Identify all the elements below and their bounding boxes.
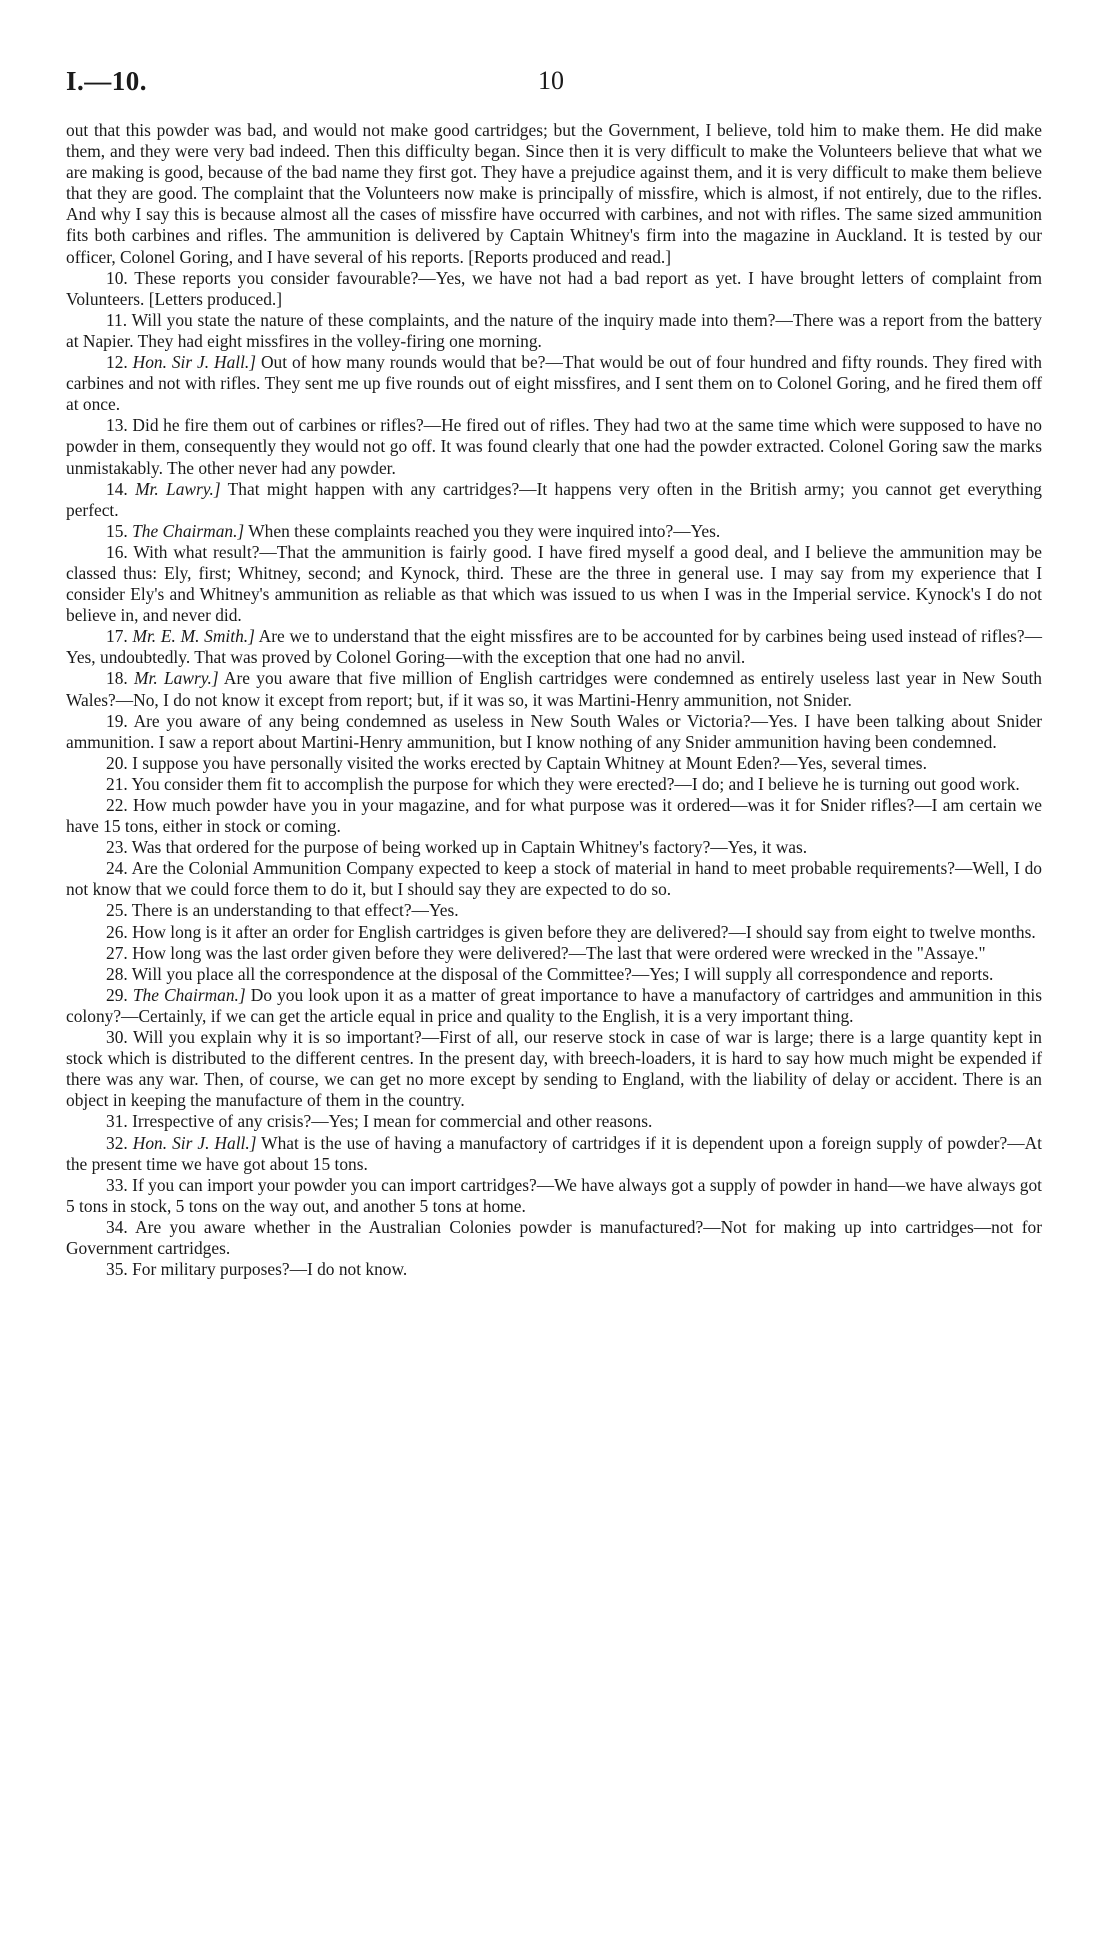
question-number: 27. — [106, 942, 128, 963]
speaker-name: Hon. Sir J. Hall.] — [132, 1132, 257, 1153]
question-number: 11. — [106, 309, 128, 330]
question-number: 23. — [106, 837, 128, 858]
question-paragraph — [66, 985, 1042, 1027]
question-paragraph — [66, 837, 1042, 858]
paragraph-text: That might happen with any cartridges?—It happens very often in the British army; you cannot get everything perfect. — [66, 478, 1042, 520]
question-number: 22. — [106, 795, 128, 815]
question-paragraph — [66, 964, 1042, 985]
paragraph-text: How long is it after an order for English cartridges is given before they are delivered?—I should say from eight to twelve months. — [132, 921, 1036, 942]
question-number: 18. — [106, 668, 128, 689]
question-paragraph — [66, 711, 1042, 753]
question-paragraph — [66, 922, 1042, 943]
question-number: 10. — [106, 267, 128, 288]
question-number: 20. — [106, 752, 128, 773]
question-number: 26. — [106, 921, 128, 942]
question-number: 25. — [106, 900, 128, 921]
question-number: 34. — [106, 1216, 128, 1237]
paragraph-text: Are we to understand that the eight missfires are to be accounted for by carbines being used instead of rifles?—Yes, undoubtedly. That was proved by Colonel Goring—with the exception that one had no anvil. — [66, 626, 1042, 668]
paragraph-text: Was that ordered for the purpose of being worked up in Captain Whitney's factory?—Yes, it was. — [131, 837, 808, 858]
question-number: 28. — [106, 963, 128, 984]
question-number: 21. — [106, 773, 128, 794]
paragraph-text: Do you look upon it as a matter of great importance to have a manufactory of cartridges and ammunition in this colony?—Certainly, if we can get the article equal in price and quality to the English, it is a very important thing. — [66, 984, 1042, 1026]
paragraph-text: When these complaints reached you they were inquired into?—Yes. — [248, 520, 721, 541]
page-header — [66, 66, 1042, 106]
question-paragraph — [66, 1133, 1042, 1175]
paragraph-text: Will you state the nature of these complaints, and the nature of the inquiry made into them?—There was a report from the battery at Napier. They had eight missfires in the volley-firing one morning. — [66, 309, 1042, 351]
paragraph-text: With what result?—That the ammunition is fairly good. I have fired myself a good deal, and I believe the ammunition may be classed thus: Ely, first; Whitney, second; and Kynock, third. These are the three in general use. I may say from my experience that I consider Ely's and Whitney's ammunition as reliable as that which was issued to us when I was in the Imperial service. Kynock's I do not believe in, and never did. — [66, 541, 1042, 626]
paragraph-text: I suppose you have personally visited the works erected by Captain Whitney at Mount Eden?—Yes, several times. — [132, 752, 927, 773]
question-paragraph — [66, 310, 1042, 352]
question-paragraph — [66, 1027, 1042, 1111]
paragraph-text: Are the Colonial Ammunition Company expected to keep a stock of material in hand to meet probable requirements?—Well, I do not know that we could force them to do it, but I should say they are expected to do so. — [66, 858, 1043, 900]
paragraph-text: You consider them fit to accomplish the purpose for which they were erected?—I do; and I believe he is turning out good work. — [131, 773, 1020, 794]
page-number: 10 — [538, 66, 564, 95]
question-number: 31. — [106, 1111, 128, 1132]
question-paragraph — [66, 521, 1042, 542]
question-number: 24. — [106, 858, 128, 879]
document-page — [66, 66, 1042, 1280]
question-paragraph — [66, 1111, 1042, 1132]
paragraph-text: How long was the last order given before they were delivered?—The last that were ordered were wrecked in the "Assaye." — [132, 942, 986, 963]
speaker-name: Mr. E. M. Smith.] — [132, 626, 255, 647]
question-number: 15. — [106, 520, 128, 541]
question-paragraph — [66, 415, 1042, 478]
question-number: 33. — [106, 1174, 128, 1195]
speaker-name: The Chairman.] — [132, 984, 246, 1005]
question-number: 17. — [106, 626, 128, 647]
question-number: 35. — [106, 1259, 128, 1280]
question-number: 14. — [106, 478, 128, 499]
question-paragraph — [66, 900, 1042, 921]
document-reference: I.—10. — [66, 66, 148, 96]
question-paragraph — [66, 795, 1042, 837]
speaker-name: Mr. Lawry.] — [135, 478, 221, 499]
question-paragraph — [66, 1259, 1042, 1280]
paragraph-continued — [66, 120, 1042, 268]
paragraph-text: Did he fire them out of carbines or rifles?—He fired out of rifles. They had two at the same time which were supposed to have no powder in them, consequently they would not go off. It was found clearly that one had the powder extracted. Colonel Goring saw the marks unmistakably. The other never had any powder. — [66, 415, 1042, 478]
paragraph-text: out that this powder was bad, and would not make good cartridges; but the Government, I believe, told him to make them. He did make them, and they were very bad indeed. Then this difficulty began. Since then it is very difficult to make the Volunteers believe that what we are making is good, because of the bad name they first got. They have a prejudice against them, and it is very difficult to make them believe that they are good. The complaint that the Volunteers now make is principally of missfire, which is almost, if not entirely, due to the rifles. And why I say this is because almost all the cases of missfire have occurred with carbines, and not with rifles. The same sized ammunition fits both carbines and rifles. The ammunition is delivered by Captain Whitney's firm into the magazine in Auckland. It is tested by our officer, Colonel Goring, and I have several of his reports. [Reports produced and read.] — [66, 120, 1042, 267]
paragraph-text: For military purposes?—I do not know. — [132, 1259, 408, 1280]
paragraph-text: These reports you consider favourable?—Yes, we have not had a bad report as yet. I have brought letters of complaint from Volunteers. [Letters produced.] — [66, 267, 1042, 309]
question-paragraph — [66, 1217, 1042, 1259]
question-paragraph — [66, 668, 1042, 710]
question-paragraph — [66, 626, 1042, 668]
question-number: 16. — [106, 541, 128, 562]
paragraph-text: Irrespective of any crisis?—Yes; I mean for commercial and other reasons. — [132, 1111, 653, 1132]
paragraph-text: How much powder have you in your magazine, and for what purpose was it ordered—was it for Snider rifles?—I am certain we have 15 tons, either in stock or coming. — [66, 795, 1042, 837]
speaker-name: The Chairman.] — [132, 520, 245, 541]
question-number: 30. — [106, 1027, 128, 1048]
paragraph-text: Are you aware whether in the Australian Colonies powder is manufactured?—Not for making up into cartridges—not for Government cartridges. — [66, 1216, 1042, 1258]
question-number: 29. — [106, 984, 128, 1005]
question-paragraph — [66, 943, 1042, 964]
question-paragraph — [66, 268, 1042, 310]
question-number: 32. — [106, 1132, 128, 1153]
question-paragraph — [66, 858, 1042, 900]
paragraph-text: There is an understanding to that effect?—Yes. — [131, 900, 459, 921]
question-paragraph — [66, 774, 1042, 795]
speaker-name: Hon. Sir J. Hall.] — [132, 352, 257, 373]
paragraph-text: If you can import your powder you can import cartridges?—We have always got a supply of powder in hand—we have always got 5 tons in stock, 5 tons on the way out, and another 5 tons at home. — [66, 1174, 1042, 1216]
question-paragraph — [66, 352, 1042, 415]
evidence-text — [66, 120, 1042, 1280]
paragraph-text: Will you explain why it is so important?—First of all, our reserve stock in case of war is large; there is a large quantity kept in stock which is distributed to the different centres. In the present day, with breech-loaders, it is hard to say how much might be expended if there was any war. Then, of course, we can get no more except by sending to England, with the liability of delay or accident. There is an object in keeping the manufacture of them in the country. — [66, 1027, 1042, 1111]
paragraph-text: Out of how many rounds would that be?—That would be out of four hundred and fifty rounds. They fired with carbines and not with rifles. They sent me up five rounds out of eight missfires, and I sent them on to Colonel Goring, and he fired them off at once. — [66, 352, 1042, 415]
question-paragraph — [66, 753, 1042, 774]
question-paragraph — [66, 1175, 1042, 1217]
question-paragraph — [66, 542, 1042, 626]
question-number: 19. — [106, 710, 128, 731]
question-number: 12. — [106, 352, 128, 373]
paragraph-text: What is the use of having a manufactory of cartridges if it is dependent upon a foreign supply of powder?—At the present time we have got about 15 tons. — [66, 1132, 1042, 1174]
question-paragraph — [66, 479, 1042, 521]
question-number: 13. — [106, 415, 128, 436]
speaker-name: Mr. Lawry.] — [134, 668, 219, 689]
paragraph-text: Are you aware of any being condemned as useless in New South Wales or Victoria?—Yes. I have been talking about Snider ammunition. I saw a report about Martini-Henry ammunition, but I know nothing of any Snider ammunition having been condemned. — [66, 710, 1042, 752]
paragraph-text: Will you place all the correspondence at the disposal of the Committee?—Yes; I will supply all correspondence and reports. — [131, 963, 994, 984]
paragraph-text: Are you aware that five million of English cartridges were condemned as entirely useless last year in New South Wales?—No, I do not know it except from report; but, if it was so, it was Martini-Henry ammunition, not Snider. — [66, 668, 1042, 710]
